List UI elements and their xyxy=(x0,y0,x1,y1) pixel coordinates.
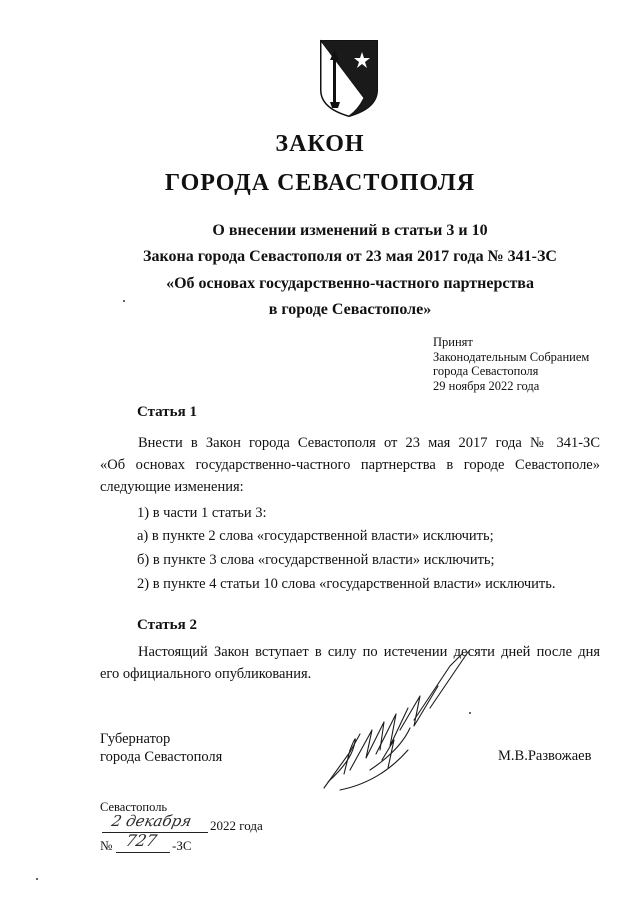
signing-city: Севастополь xyxy=(100,800,168,814)
paragraph-line: «Об основах государственно-частного партнерства в городе Севастополе» xyxy=(100,457,600,473)
list-item: б) в пункте 3 слова «государственной власти» исключить; xyxy=(137,552,495,568)
handwritten-date: 2 декабря xyxy=(110,812,194,830)
adoption-line: города Севастополя xyxy=(433,364,539,378)
document-title: ЗАКОН xyxy=(275,131,365,157)
list-item: 2) в пункте 4 статьи 10 слова «государственной власти» исключить. xyxy=(137,576,556,592)
article-1-intro xyxy=(100,432,600,498)
scan-speck xyxy=(469,712,471,714)
document-title-city: ГОРОДА СЕВАСТОПОЛЯ xyxy=(164,170,476,196)
paragraph-line: Внести в Закон города Севастополя от 23 мая 2017 года № 341-ЗС xyxy=(138,435,600,451)
handwritten-signature xyxy=(310,650,480,800)
paragraph-line: Настоящий Закон вступает в силу по истечении десяти дней после дня xyxy=(138,644,600,660)
signatory-title-line: города Севастополя xyxy=(100,749,223,765)
subtitle-line: «Об основах государственно-частного партнерства xyxy=(166,275,534,292)
number-suffix: -ЗС xyxy=(172,838,192,853)
subtitle-line: в городе Севастополе» xyxy=(268,301,432,318)
sevastopol-coat-of-arms-icon xyxy=(318,38,380,118)
article-1-heading: Статья 1 xyxy=(137,404,197,420)
article-2-heading: Статья 2 xyxy=(137,617,197,633)
date-year: 2022 года xyxy=(210,818,263,833)
number-sign: № xyxy=(100,838,113,853)
subtitle-line: О внесении изменений в статьи 3 и 10 xyxy=(212,222,488,239)
adoption-line: Принят xyxy=(433,335,473,349)
law-number xyxy=(100,831,320,856)
scan-speck xyxy=(123,300,125,302)
signatory-title xyxy=(100,730,222,766)
scan-speck xyxy=(36,878,38,880)
adoption-line: Законодательным Собранием xyxy=(433,349,590,364)
subtitle-line: Закона города Севастополя от 23 мая 2017 года № 341-ЗС xyxy=(143,248,557,265)
adoption-block xyxy=(433,335,589,393)
signatory-name: М.В.Развожаев xyxy=(498,748,592,764)
signatory-title-line: Губернатор xyxy=(100,731,171,747)
adoption-date: 29 ноября 2022 года xyxy=(433,378,540,393)
list-item: а) в пункте 2 слова «государственной власти» исключить; xyxy=(137,528,494,544)
paragraph-line: его официального опубликования. xyxy=(100,666,312,682)
list-item: 1) в части 1 статьи 3: xyxy=(137,505,267,521)
paragraph-line: следующие изменения: xyxy=(100,479,244,495)
handwritten-number: 727 xyxy=(123,831,159,850)
